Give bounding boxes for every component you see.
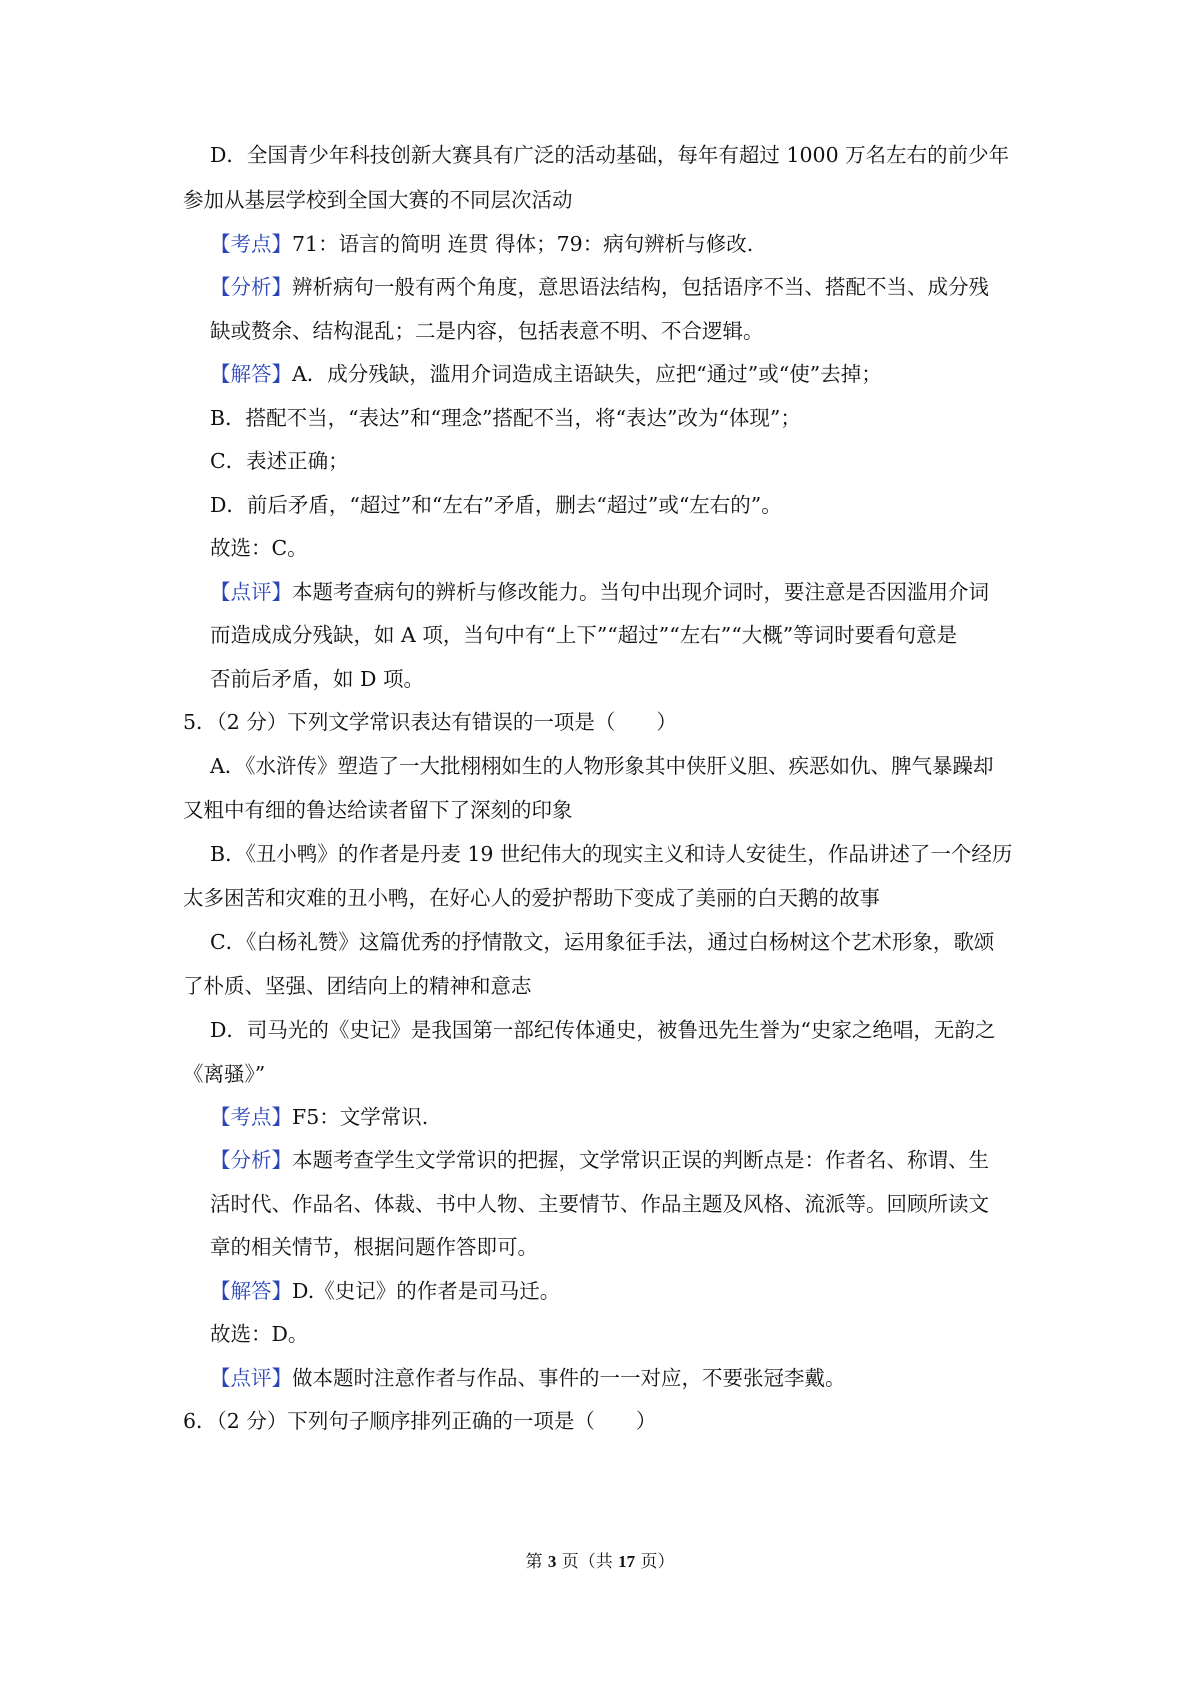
q5-dianping: 【点评】做本题时注意作者与作品、事件的一一对应，不要张冠李戴。 <box>210 1366 846 1390</box>
kaodian-tag: 【考点】 <box>210 1105 292 1129</box>
q4-fenxi-line-2: 缺或赘余、结构混乱；二是内容，包括表意不明、不合逻辑。 <box>210 319 764 343</box>
q4-dianping-line-1: 【点评】本题考查病句的辨析与修改能力。当句中出现介词时，要注意是否因滥用介词 <box>210 580 989 604</box>
q5-kaodian: 【考点】F5：文学常识. <box>210 1105 429 1129</box>
q5-fenxi-line-3: 章的相关情节，根据问题作答即可。 <box>210 1235 538 1259</box>
q5-answer: 故选：D。 <box>210 1322 309 1346</box>
q4-answer: 故选：C。 <box>210 536 308 560</box>
q4-option-d-line-1: D．全国青少年科技创新大赛具有广泛的活动基础，每年有超过 1000 万名左右的前少年 <box>210 143 1010 167</box>
q4-jieda-c: C．表述正确； <box>210 449 349 473</box>
q5-option-d-line-1: D．司马光的《史记》是我国第一部纪传体通史，被鲁迅先生誉为“史家之绝唱，无韵之 <box>210 1018 996 1042</box>
dianping-tag: 【点评】 <box>210 580 292 604</box>
q5-option-c-line-2: 了朴质、坚强、团结向上的精神和意志 <box>183 974 532 998</box>
page-number: 3 <box>547 1552 557 1571</box>
q5-option-d-line-2: 《离骚》” <box>183 1062 266 1086</box>
q6-stem: 6．（2 分）下列句子顺序排列正确的一项是（ ） <box>183 1409 657 1433</box>
fenxi-tag: 【分析】 <box>210 275 292 299</box>
q4-jieda-b: B．搭配不当，“表达”和“理念”搭配不当，将“表达”改为“体现”； <box>210 406 801 430</box>
q5-option-a-line-2: 又粗中有细的鲁达给读者留下了深刻的印象 <box>183 798 573 822</box>
q5-option-b-line-2: 太多困苦和灾难的丑小鸭，在好心人的爱护帮助下变成了美丽的白天鹅的故事 <box>183 886 880 910</box>
kaodian-tag: 【考点】 <box>210 232 292 256</box>
q4-fenxi-line-1: 【分析】辨析病句一般有两个角度，意思语法结构，包括语序不当、搭配不当、成分残 <box>210 275 989 299</box>
q4-dianping-line-3: 否前后矛盾，如 D 项。 <box>210 667 424 691</box>
jieda-tag: 【解答】 <box>210 1279 292 1303</box>
q5-jieda: 【解答】D.《史记》的作者是司马迁。 <box>210 1279 561 1303</box>
q5-option-b-line-1: B．《丑小鸭》的作者是丹麦 19 世纪伟大的现实主义和诗人安徒生，作品讲述了一个经历 <box>210 842 1013 866</box>
dianping-tag: 【点评】 <box>210 1366 292 1390</box>
q4-option-d-line-2: 参加从基层学校到全国大赛的不同层次活动 <box>183 188 573 212</box>
q4-kaodian: 【考点】71：语言的简明 连贯 得体；79：病句辨析与修改. <box>210 232 754 256</box>
q4-jieda-a: 【解答】A．成分残缺，滥用介词造成主语缺失，应把“通过”或“使”去掉； <box>210 362 882 386</box>
page-total: 17 <box>618 1552 636 1571</box>
fenxi-tag: 【分析】 <box>210 1148 292 1172</box>
q4-dianping-line-2: 而造成成分残缺，如 A 项，当句中有“上下”“超过”“左右”“大概”等词时要看句意是 <box>210 623 958 647</box>
q5-stem: 5．（2 分）下列文学常识表达有错误的一项是（ ） <box>183 710 677 734</box>
q5-option-c-line-1: C．《白杨礼赞》这篇优秀的抒情散文，运用象征手法，通过白杨树这个艺术形象，歌颂 <box>210 930 995 954</box>
q5-fenxi-line-2: 活时代、作品名、体裁、书中人物、主要情节、作品主题及风格、流派等。回顾所读文 <box>210 1192 989 1216</box>
page-footer: 第 3 页（共 17 页） <box>525 1552 675 1572</box>
q5-option-a-line-1: A．《水浒传》塑造了一大批栩栩如生的人物形象其中侠肝义胆、疾恶如仇、脾气暴躁却 <box>210 754 994 778</box>
jieda-tag: 【解答】 <box>210 362 292 386</box>
q5-fenxi-line-1: 【分析】本题考查学生文学常识的把握，文学常识正误的判断点是：作者名、称谓、生 <box>210 1148 989 1172</box>
q4-jieda-d: D．前后矛盾，“超过”和“左右”矛盾，删去“超过”或“左右的”。 <box>210 493 782 517</box>
